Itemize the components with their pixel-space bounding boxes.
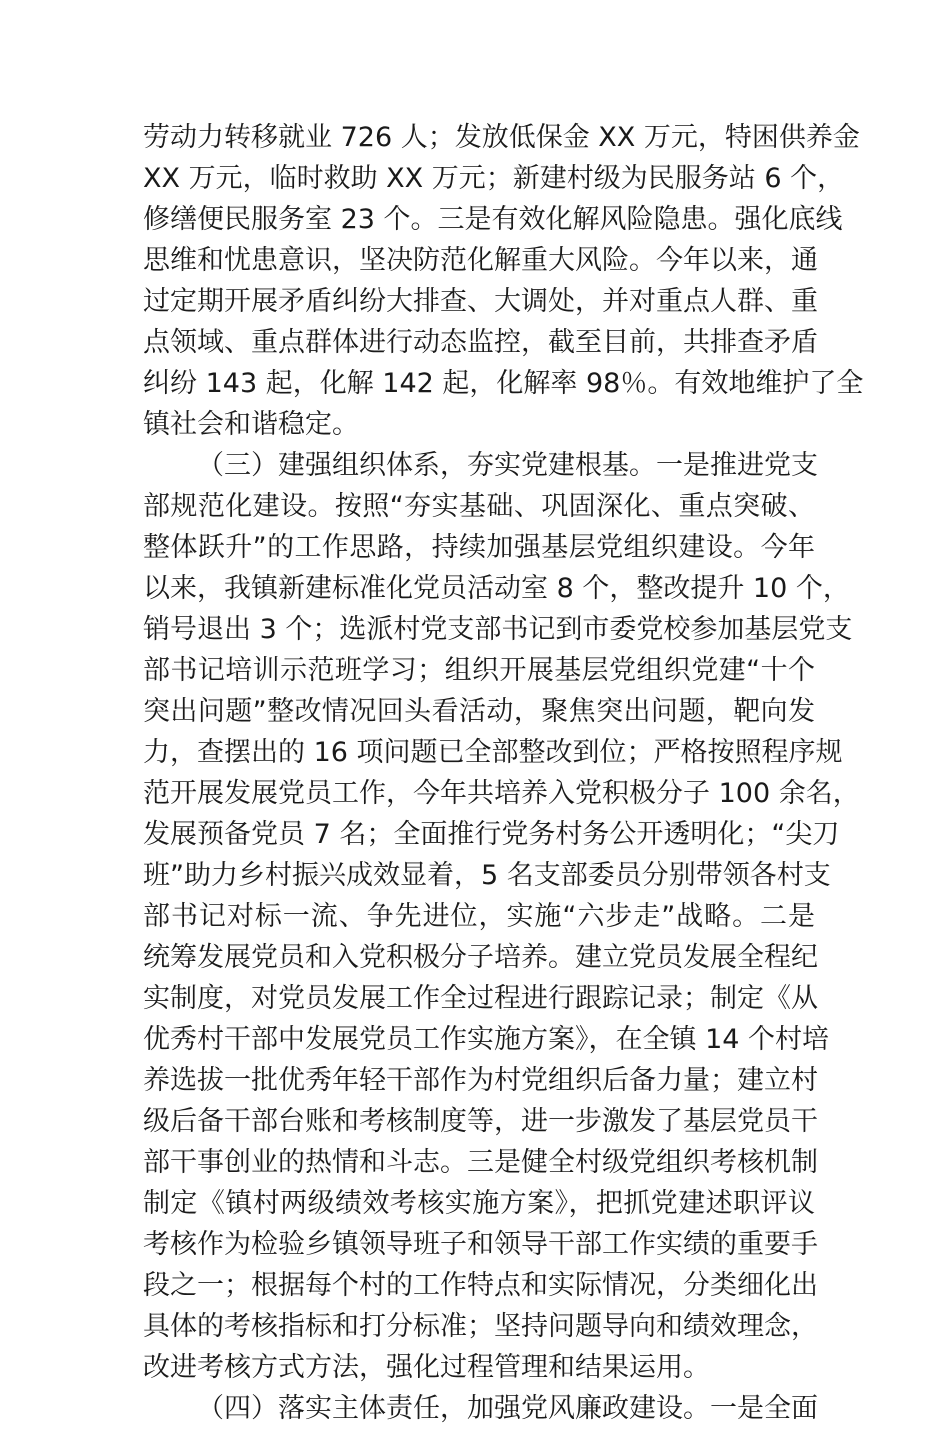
text-line: 考核作为检验乡镇领导班子和领导干部工作实绩的重要手 <box>143 1229 818 1260</box>
text-line: 具体的考核指标和打分标准；坚持问题导向和绩效理念， <box>143 1311 818 1342</box>
text-line: 级后备干部台账和考核制度等，进一步激发了基层党员干 <box>143 1106 818 1137</box>
text-line: 改进考核方式方法，强化过程管理和结果运用。 <box>143 1352 710 1383</box>
text-line: 纠纷 143 起，化解 142 起，化解率 98％。有效地维护了全 <box>143 368 864 399</box>
text-line: 部干事创业的热情和斗志。三是健全村级党组织考核机制 <box>143 1147 818 1178</box>
text-line: 整体跃升”的工作思路，持续加强基层党组织建设。今年 <box>143 532 815 563</box>
text-line: 发展预备党员 7 名；全面推行党务村务公开透明化；“尖刀 <box>143 819 840 850</box>
text-line: 突出问题”整改情况回头看活动，聚焦突出问题，靶向发 <box>143 696 815 727</box>
text-line: 养选拔一批优秀年轻干部作为村党组织后备力量；建立村 <box>143 1065 818 1096</box>
text-line: 部书记培训示范班学习；组织开展基层党组织党建“十个 <box>143 655 815 686</box>
text-line: 优秀村干部中发展党员工作实施方案》，在全镇 14 个村培 <box>143 1024 830 1055</box>
text-line: 范开展发展党员工作，今年共培养入党积极分子 100 余名， <box>143 778 860 809</box>
text-line: 班”助力乡村振兴成效显着，5 名支部委员分别带领各村支 <box>143 860 831 891</box>
text-line: 统筹发展党员和入党积极分子培养。建立党员发展全程纪 <box>143 942 818 973</box>
text-line: 制定《镇村两级绩效考核实施方案》，把抓党建述职评议 <box>143 1188 815 1219</box>
text-line: （四）落实主体责任，加强党风廉政建设。一是全面 <box>197 1393 818 1424</box>
text-line: 销号退出 3 个；选派村党支部书记到市委党校参加基层党支 <box>143 614 853 645</box>
text-line: 段之一；根据每个村的工作特点和实际情况，分类细化出 <box>143 1270 818 1301</box>
text-line: 实制度，对党员发展工作全过程进行跟踪记录；制定《从 <box>143 983 818 1014</box>
text-line: 以来，我镇新建标准化党员活动室 8 个，整改提升 10 个， <box>143 573 850 604</box>
text-line: 部书记对标一流、争先进位，实施“六步走”战略。二是 <box>143 901 815 932</box>
text-line: 修缮便民服务室 23 个。三是有效化解风险隐患。强化底线 <box>143 204 843 235</box>
text-line: XX 万元，临时救助 XX 万元；新建村级为民服务站 6 个， <box>143 163 845 194</box>
body-text <box>143 117 864 1429</box>
text-line: 过定期开展矛盾纠纷大排查、大调处，并对重点人群、重 <box>143 286 818 317</box>
text-line: 点领域、重点群体进行动态监控，截至目前，共排查矛盾 <box>143 327 818 358</box>
text-line: 劳动力转移就业 726 人；发放低保金 XX 万元，特困供养金 <box>143 122 860 153</box>
text-line: 思维和忧患意识，坚决防范化解重大风险。今年以来，通 <box>143 245 818 276</box>
text-line: 部规范化建设。按照“夯实基础、巩固深化、重点突破、 <box>143 491 815 522</box>
text-line: 力，查摆出的 16 项问题已全部整改到位；严格按照程序规 <box>143 737 843 768</box>
text-line: （三）建强组织体系，夯实党建根基。一是推进党支 <box>197 450 818 481</box>
text-line: 镇社会和谐稳定。 <box>143 409 359 440</box>
